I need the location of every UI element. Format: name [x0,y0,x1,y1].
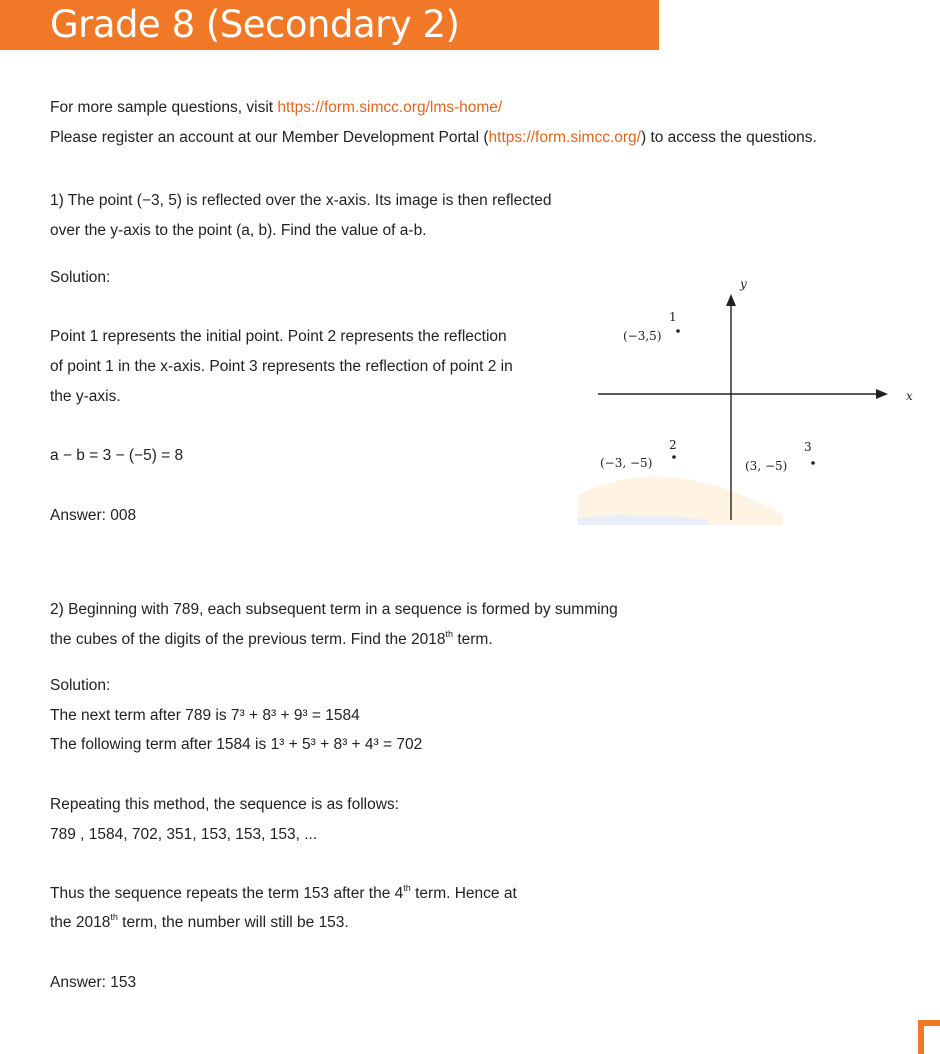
q1-equation: a − b = 3 − (−5) = 8 [50,447,184,464]
q2-sequence: 789 , 1584, 702, 351, 153, 153, 153, ... [50,826,318,843]
q2-at-suffix: term, the number will still be 153. [117,914,349,931]
q2-answer: Answer: 153 [50,974,137,991]
q2-following-term-text: The following term after 1584 is [50,736,271,753]
q1-question-line-2: over the y-axis to the point (a, b). Find the value of a-b. [50,222,427,239]
intro-register-text: Please register an account at our Member Development Portal ( [50,129,489,146]
q2-question-suffix: term. [453,631,493,648]
q2-repeat-line: Repeating this method, the sequence is as follows: [50,796,399,813]
q1-solution-label: Solution: [50,269,111,286]
q2-following-term-line [50,735,422,755]
q2-thus-sup: th [403,882,411,893]
q2-thus-text: Thus the sequence repeats the term 153 after the 4 [50,885,404,902]
point-2-dot [672,455,676,459]
q1-explain-line-3: the y-axis. [50,388,121,405]
q2-next-term-line [50,706,360,726]
y-axis-arrow-icon [726,294,736,306]
q2-question-line-2 [50,630,493,650]
point-3-label: (3, −5) [745,459,788,473]
point-2-label: (−3, −5) [600,456,653,470]
intro-visit-text: For more sample questions, visit [50,99,278,116]
page-title: Grade 8 (Secondary 2) [50,3,460,46]
header-banner [0,0,659,50]
member-portal-link[interactable]: https://form.simcc.org/ [488,129,641,146]
q1-explain-line-1: Point 1 represents the initial point. Point 2 represents the reflection [50,328,507,345]
y-axis-label: y [740,277,747,291]
reflection-graph [578,270,928,525]
point-3-dot [811,461,815,465]
q2-at-line [50,913,349,933]
q1-answer: Answer: 008 [50,507,137,524]
point-1-label: (−3,5) [623,329,662,343]
q2-solution-label: Solution: [50,677,111,694]
q2-next-term-text: The next term after 789 is [50,707,231,724]
q2-next-term-expr: 7³ + 8³ + 9³ = 1584 [230,707,360,724]
q2-question-text: the cubes of the digits of the previous term. Find the 2018 [50,631,446,648]
q2-at-text: the 2018 [50,914,111,931]
q2-question-line-1: 2) Beginning with 789, each subsequent term in a sequence is formed by summing [50,601,618,618]
x-axis-arrow-icon [876,389,888,399]
lms-home-link[interactable]: https://form.simcc.org/lms-home/ [277,99,503,116]
intro-visit-line [50,98,502,118]
point-1-dot [676,329,680,333]
point-2-number: 2 [669,438,677,452]
point-3-number: 3 [804,440,812,454]
q2-thus-line [50,884,517,904]
q2-question-sup: th [445,628,454,639]
point-1-number: 1 [669,310,677,324]
q2-at-sup: th [110,911,118,922]
q2-following-term-expr: 1³ + 5³ + 8³ + 4³ = 702 [270,736,423,753]
corner-bracket-icon [918,1020,940,1054]
q1-question-line-1: 1) The point (−3, 5) is reflected over the x-axis. Its image is then reflected [50,192,552,209]
intro-register-line [50,128,817,148]
q2-thus-suffix: term. Hence at [410,885,517,902]
q1-explain-line-2: of point 1 in the x-axis. Point 3 represents the reflection of point 2 in [50,358,513,375]
x-axis-label: x [906,389,913,403]
intro-register-suffix: ) to access the questions. [640,129,817,146]
